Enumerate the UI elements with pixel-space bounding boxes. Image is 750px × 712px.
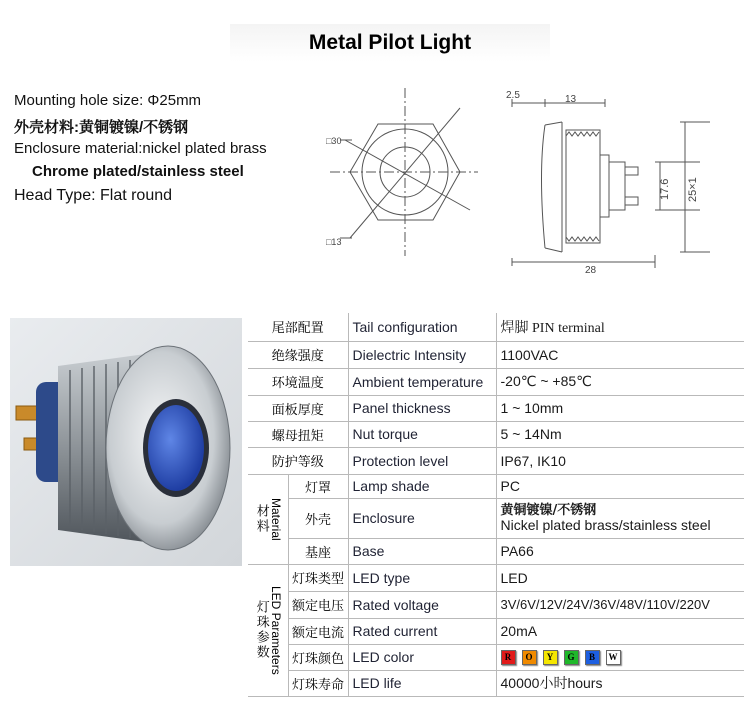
side-label-25x1: 25×1: [687, 177, 699, 202]
row-label-cn: 绝缘强度: [248, 341, 348, 368]
table-row: [248, 395, 744, 421]
row-label-en: Rated voltage: [348, 591, 496, 618]
table-row: [248, 368, 744, 395]
row-label-cn: 尾部配置: [248, 313, 348, 341]
row-value-en: Nickel plated brass/stainless steel: [500, 517, 711, 533]
row-label-cn: 灯罩: [288, 474, 348, 498]
spec-table: [248, 313, 744, 697]
material-group-label: [248, 474, 288, 564]
table-row: [248, 498, 744, 538]
row-value: LED: [496, 564, 744, 591]
row-label-cn: 灯珠类型: [288, 564, 348, 591]
row-label-en: Nut torque: [348, 421, 496, 447]
table-row: [248, 341, 744, 368]
row-label-en: Dielectric Intensity: [348, 341, 496, 368]
table-row: [248, 618, 744, 644]
row-value: PA66: [496, 538, 744, 564]
front-label-30: □30: [326, 136, 342, 146]
led-color-swatch: Y: [543, 650, 558, 665]
led-group-label: [248, 564, 288, 696]
row-label-cn: 基座: [288, 538, 348, 564]
led-color-swatch: B: [585, 650, 600, 665]
table-row: [248, 564, 744, 591]
side-label-2-5: 2.5: [506, 90, 520, 101]
row-value: 1100VAC: [496, 341, 744, 368]
row-label-en: Tail configuration: [348, 313, 496, 341]
row-value: 40000小时hours: [496, 670, 744, 696]
table-row: [248, 447, 744, 474]
mounting-hole-size: Mounting hole size: Φ25mm: [14, 92, 202, 109]
table-row: [248, 591, 744, 618]
shell-material-cn: 外壳材料:黄铜镀镍/不锈钢: [14, 119, 189, 136]
product-photo: [10, 318, 242, 566]
led-color-swatch: O: [522, 650, 537, 665]
row-value-enclosure: [496, 498, 744, 538]
row-label-en: Protection level: [348, 447, 496, 474]
led-color-swatch: R: [501, 650, 516, 665]
row-label-cn: 螺母扭矩: [248, 421, 348, 447]
row-label-en: Rated current: [348, 618, 496, 644]
row-value-cn: 黄铜镀镍/不锈钢: [500, 503, 597, 518]
row-label-cn: 灯珠颜色: [288, 644, 348, 670]
side-label-17-6: 17.6: [659, 178, 671, 200]
table-row: [248, 644, 744, 670]
row-label-en: LED life: [348, 670, 496, 696]
head-type: Head Type: Flat round: [14, 187, 173, 204]
row-label-cn: 额定电压: [288, 591, 348, 618]
side-view-drawing: [512, 99, 710, 268]
led-color-swatch: W: [606, 650, 621, 665]
row-label-en: Enclosure: [348, 498, 496, 538]
page-title: Metal Pilot Light: [230, 24, 550, 62]
row-label-cn: 环境温度: [248, 368, 348, 395]
led-color-swatches: [496, 644, 744, 670]
row-label-en: Panel thickness: [348, 395, 496, 421]
row-label-cn: 防护等级: [248, 447, 348, 474]
front-label-13: □13: [326, 237, 342, 247]
table-row: [248, 670, 744, 696]
row-value: PC: [496, 474, 744, 498]
technical-drawing: [0, 0, 750, 300]
row-label-cn: 外壳: [288, 498, 348, 538]
led-group-en: LED Parameters: [268, 585, 283, 675]
side-label-28: 28: [585, 265, 597, 276]
row-value: -20℃ ~ +85℃: [496, 368, 744, 395]
front-view-drawing: [330, 88, 478, 256]
row-value: IP67, IK10: [496, 447, 744, 474]
material-group-en: Material: [268, 497, 283, 541]
row-value: 3V/6V/12V/24V/36V/48V/110V/220V: [496, 591, 744, 618]
led-color-swatch: G: [564, 650, 579, 665]
material-group-cn: 材料: [253, 504, 269, 534]
row-value: 焊脚 PIN terminal: [496, 313, 744, 341]
row-label-cn: 面板厚度: [248, 395, 348, 421]
row-label-en: Base: [348, 538, 496, 564]
row-label-cn: 灯珠寿命: [288, 670, 348, 696]
table-row: [248, 313, 744, 341]
table-row: [248, 421, 744, 447]
row-label-cn: 额定电流: [288, 618, 348, 644]
row-label-en: Ambient temperature: [348, 368, 496, 395]
table-row: [248, 538, 744, 564]
row-label-en: LED type: [348, 564, 496, 591]
row-value: 5 ~ 14Nm: [496, 421, 744, 447]
led-group-cn: 灯珠参数: [253, 599, 269, 660]
row-value: 20mA: [496, 618, 744, 644]
enclosure-material: Enclosure material:nickel plated brass: [14, 140, 267, 157]
row-label-en: Lamp shade: [348, 474, 496, 498]
chrome-plated: Chrome plated/stainless steel: [32, 163, 244, 180]
side-label-13: 13: [565, 94, 577, 105]
table-row: [248, 474, 744, 498]
pilot-light-illustration: [10, 318, 242, 566]
row-value: 1 ~ 10mm: [496, 395, 744, 421]
row-label-en: LED color: [348, 644, 496, 670]
